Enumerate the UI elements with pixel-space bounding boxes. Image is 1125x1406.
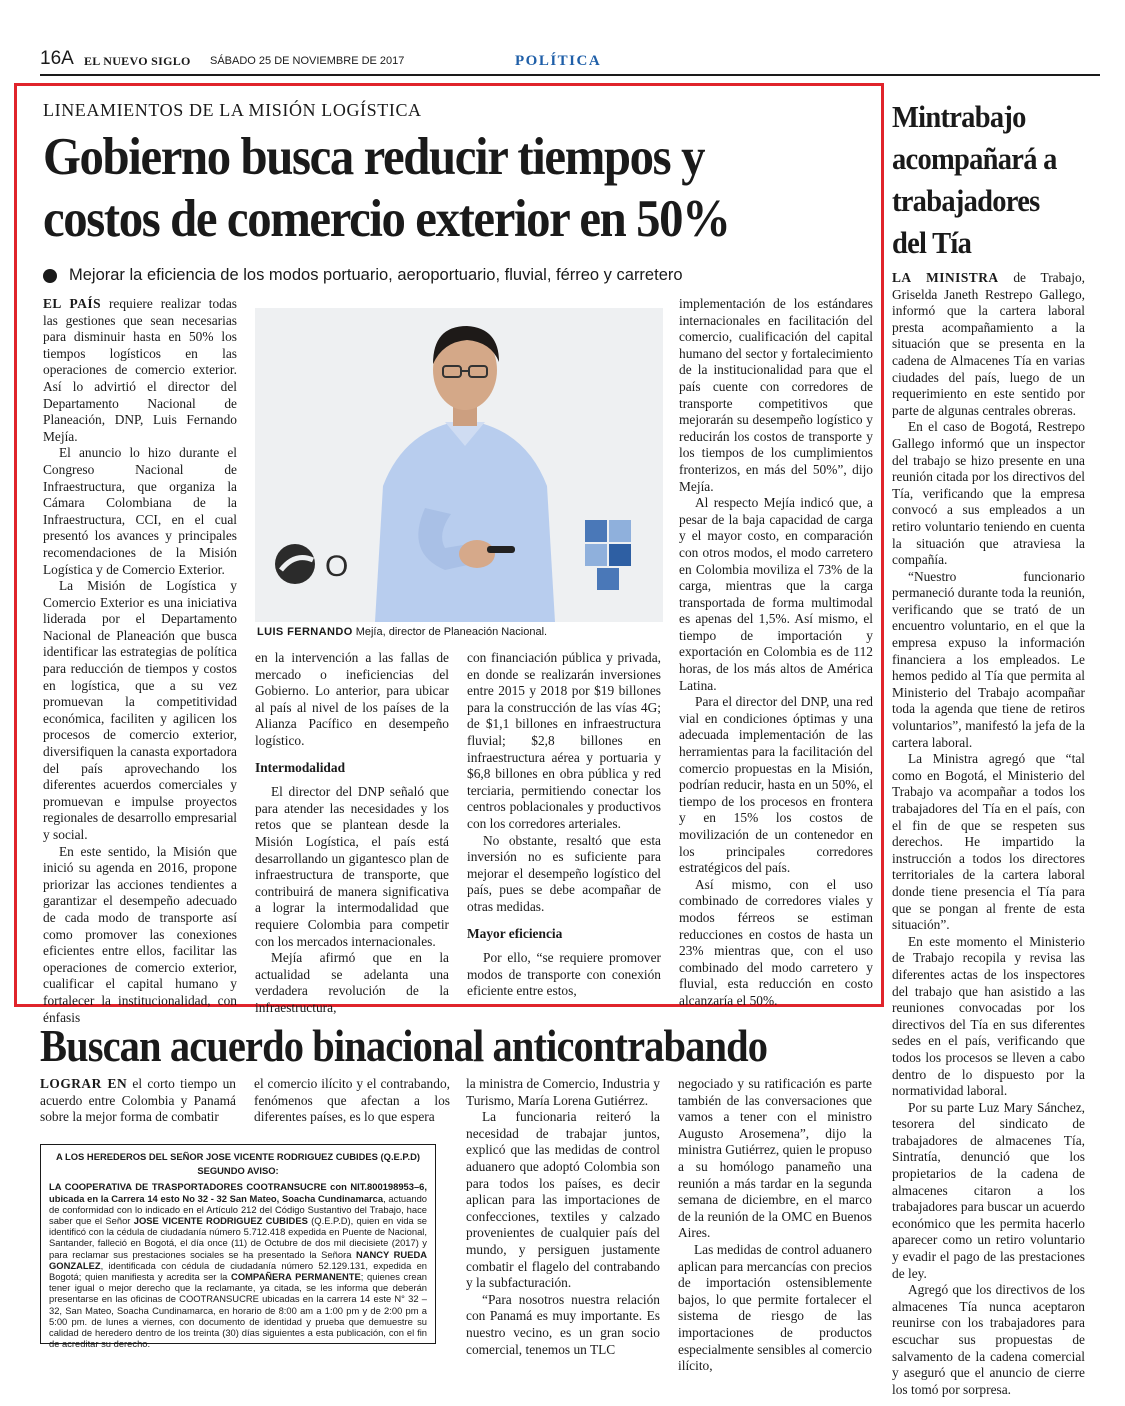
bullet-icon bbox=[43, 269, 57, 283]
bottom-column-3 bbox=[466, 1076, 660, 1358]
bottom-article-headline: Buscan acuerdo binacional anticontrabando bbox=[40, 1021, 768, 1071]
section-name: POLÍTICA bbox=[515, 53, 602, 69]
paragraph: En este sentido, la Misión que inició su agenda en 2016, propone priorizar las acciones tendientes a garantizar el desempeño adecuado de cada modo de transporte así como promover las conexiones eficientes entre ellos, facilitar las operaciones de comercio exterior, cualificar el capital humano y fortalecer la institucionalidad, con énfasis bbox=[43, 843, 237, 1025]
headline-line-2: costos de comercio exterior en 50% bbox=[43, 190, 730, 248]
paragraph: LA MINISTRA de Trabajo, Griselda Janeth Restrepo Gallego, informó que la cartera laboral presta acompañamiento a la situación que se presenta en la cadena de Almacenes Tía en varias ciudades del país, luego de un requerimiento en este sentido por parte de algunas centrales obreras. bbox=[892, 270, 1085, 418]
paragraph: “Para nosotros nuestra relación con Panamá es muy importante. Es nuestro vecino, es un gran socio comercial, tenemos un TLC bbox=[466, 1291, 660, 1357]
side-article-body bbox=[892, 270, 1085, 1398]
svg-text:O: O bbox=[325, 550, 349, 583]
article-column-4 bbox=[679, 296, 873, 1010]
paragraph: Para el director del DNP, una red vial en condiciones óptimas y una adecuada implementación de las herramientas para la facilitación del comercio propuestas en la Misión, podrían reducir, hasta en un 50%, el tiempo de los procesos en frontera y en 15% los costos de movilización de un contenedor en los principales corredores estratégicos del país. bbox=[679, 694, 873, 876]
article-deck bbox=[43, 266, 683, 285]
article-headline bbox=[43, 126, 807, 250]
lead-in: LA MINISTRA bbox=[892, 270, 999, 285]
notice-subtitle: SEGUNDO AVISO: bbox=[197, 1165, 279, 1177]
paragraph: la ministra de Comercio, Industria y Turismo, María Lorena Gutiérrez. bbox=[466, 1076, 660, 1108]
article-photo bbox=[255, 308, 663, 622]
paragraph: La Ministra agregó que “tal como en Bogotá, el Ministerio del Trabajo va acompañar a todos los trabajadores del Tía en el país, con el fin de que se respeten sus derechos. He impartido la instrucción a todos los directores territoriales de la cartera laboral donde tiene presencia el Tía para que se pongan al frente de esta situación”. bbox=[892, 751, 1085, 933]
paper-name: EL NUEVO SIGLO bbox=[84, 54, 191, 68]
photo-caption: LUIS FERNANDO Mejía, director de Planeación Nacional. bbox=[257, 626, 548, 638]
paragraph: Las medidas de control aduanero aplican para mercancías con precios de importación ostensiblemente bajos, lo que permite fortalecer el sistema de riesgo de las importaciones de productos especialmente sensibles al comercio ilícito, bbox=[678, 1241, 872, 1374]
subheading: Mayor eficiencia bbox=[467, 925, 563, 941]
article-column-2 bbox=[255, 650, 449, 1016]
notice-body: LA COOPERATIVA DE TRASPORTADORES COOTRANSUCRE con NIT.800198953–6, ubicada en la Carrera 14 esto No 32 - 32 San Mateo, Soacha Cundinamarca, actuando de conformidad con lo indicado en el Artículo 212 del Código Sustantivo del Trabajo, hace saber que el Señor JOSE VICENTE RODRIGUEZ CUBIDES (Q.E.P.D), quien en vida se identificó con la cédula de ciudadanía número 5.712.418 expedida en Puente de Nacional, Santander, falleció en Bogotá, el día once (11) de Octubre de dos mil diecisiete (2017) y para reclamar sus prestaciones sociales se ha presentado la Señora NANCY RUEDA GONZALEZ, identificada con cédula de ciudadanía número 52.129.131, expedida en Bogotá; quien manifiesta y acredita ser la COMPAÑERA PERMANENTE; quienes crean tener igual o mejor derecho que la reclamante, ya citada, se les informa que deberán presentarse en las oficinas de COOTRANSUCRE ubicadas en la carrera 14 este N° 32 – 32, San Mateo, Soacha Cundinamarca, en horario de 8:00 am a 1:00 pm y de 2:00 pm a 5:00 pm. de lunes a viernes, con documento de identidad y prueba que demuestre su calidad de heredero dentro de los treinta (30) días siguientes a esta publicación, con el fin de acreditar su derecho. bbox=[49, 1181, 428, 1350]
paragraph: Mejía afirmó que en la actualidad se adelanta una verdadera revolución de la infraestructura, bbox=[255, 950, 449, 1015]
paragraph: implementación de los estándares internacionales en facilitación del comercio, cualificación del capital humano del sector y fortalecimiento de la institucionalidad para que el país cuente con corredores de transporte competitivos que mejorarán su desempeño logístico y reducirán los costos de transporte y los tiempos de los cumplimientos fronterizos, en más del 50%”, dijo Mejía. bbox=[679, 296, 873, 494]
paragraph: en la intervención a las fallas de mercado o ineficiencias del Gobierno. Lo anterior, para ubicar al país al nivel de los países de la Alianza Pacífico en desempeño logístico. bbox=[255, 650, 449, 748]
main-article bbox=[14, 83, 884, 1025]
paragraph: LOGRAR EN el corto tiempo un acuerdo entre Colombia y Panamá sobre la mejor forma de combatir bbox=[40, 1076, 236, 1125]
article-kicker: LINEAMIENTOS DE LA MISIÓN LOGÍSTICA bbox=[43, 100, 422, 120]
paragraph: La Misión de Logística y Comercio Exterior es una iniciativa liderada por el Departamento Nacional de Planeación que busca identificar las estrategias de política para reducción de tiempos y costos en logística, que a su vez promuevan la competitividad económica, faciliten y agilicen los procesos de comercio exterior, diversifiquen la canasta exportadora del país aprovechando los diferentes acuerdos comerciales y promuevan e impulse proyectos regionales de desarrollo empresarial y social. bbox=[43, 578, 237, 842]
legal-notice bbox=[40, 1144, 436, 1350]
paragraph: negociado y su ratificación es parte también de las conversaciones que vamos a tener con el ministro Augusto Arosemena”, dijo la ministra Gutiérrez, quien le propuso a su homólogo panameño una reunión a más tardar en la segunda semana de diciembre, en el marco de la reunión de la OMC en Buenos Aires. bbox=[678, 1076, 872, 1241]
paragraph: Por su parte Luz Mary Sánchez, tesorera del sindicato de trabajadores de almacenes Tía, Sintratía, denunció que los propietarios de la cadena de almacenes citaron a los trabajadores para buscar un acuerdo económico que les permita hacerlo aparecer como un retiro voluntario y evadir el pago de las prestaciones de ley. bbox=[892, 1099, 1085, 1281]
paragraph: No obstante, resaltó que esta inversión no es suficiente para mejorar el desempeño logístico del país, pues se debe acompañar de otras medidas. bbox=[467, 832, 661, 914]
bottom-column-1 bbox=[40, 1076, 236, 1126]
headline-line-1: Gobierno busca reducir tiempos y bbox=[43, 128, 705, 186]
paragraph: “Nuestro funcionario permaneció durante toda la reunión, verificando que se trató de un encuentro voluntario, en el que la empresa expuso la información financiera a los empleados. Le hemos pedido al Tía que permita al Ministerio del Trabajo acompañar toda la agenda que tiene de retiros voluntarios”, manifestó la jefa de la cartera laboral. bbox=[892, 568, 1085, 750]
publication-date: SÁBADO 25 DE NOVIEMBRE DE 2017 bbox=[210, 55, 405, 67]
paragraph: EL PAÍS requiere realizar todas las gestiones que sean necesarias para disminuir hasta en 50% los tiempos logísticos en las operaciones de comercio exterior. Así lo advirtió el director del Departamento Nacional de Planeación, DNP, Luis Fernando Mejía. bbox=[43, 296, 237, 444]
notice-title: A LOS HEREDEROS DEL SEÑOR JOSE VICENTE RODRIGUEZ CUBIDES (Q.E.P.D) bbox=[56, 1151, 420, 1162]
paragraph: con financiación pública y privada, en donde se realizarán inversiones entre 2015 y 2018 por $19 billones para la construcción de las vías 4G; de $1,1 billones en infraestructura fluvial; $2,8 billones en infraestructura aérea y portuaria y $6,8 billones en obra pública y red terciaria, permitiendo conectar los centros poblacionales y productivos con los corredores arteriales. bbox=[467, 650, 661, 831]
bottom-column-2 bbox=[254, 1076, 450, 1126]
page-number: 16A bbox=[40, 48, 74, 69]
paragraph: En este momento el Ministerio de Trabajo recopila y revisa las diferentes actas de los inspectores del trabajo que han asistido a las reuniones convocadas por los directivos del Tía en sus diferentes sedes en el país, verificando que todos los procesos se lleven a cabo dentro de lo dispuesto por la normatividad laboral. bbox=[892, 933, 1085, 1099]
masthead bbox=[40, 46, 1100, 76]
bottom-column-4 bbox=[678, 1076, 872, 1375]
paragraph: Por ello, “se requiere promover modos de transporte con conexión eficiente entre estos, bbox=[467, 950, 661, 999]
paragraph: el comercio ilícito y el contrabando, fenómenos que afectan a los diferentes países, es lo que espera bbox=[254, 1076, 450, 1125]
article-column-3 bbox=[467, 650, 661, 1000]
deck-text: Mejorar la eficiencia de los modos portuario, aeroportuario, fluvial, férreo y carretero bbox=[69, 266, 683, 284]
side-article-headline: Mintrabajo acompañará a trabajadores del Tía bbox=[892, 99, 1057, 260]
subheading: Intermodalidad bbox=[255, 759, 346, 775]
lead-in: EL PAÍS bbox=[43, 296, 102, 311]
paragraph: Así mismo, con el uso combinado de corredores viales y modos férreos se estiman reducciones en costos de hasta un 23% mientras que, con el uso combinado del modo carretero y fluvial, esta reducción en costo alcanzaría el 50%. bbox=[679, 876, 873, 1008]
paragraph: El director del DNP señaló que para atender las necesidades y los retos que se plantean desde la Misión Logística, el país está desarrollando un gigantesco plan de infraestructura de transporte, que contribuirá de manera significativa a lograr la intermodalidad que requiere Colombia para competir con los mercados internacionales. bbox=[255, 784, 449, 949]
paragraph: Agregó que los directivos de los almacenes Tía nunca aceptaron reunirse con los trabajadores para escuchar sus propuestas de salvamento de la cadena comercial y aseguró que el anuncio de cierre los tomó por sorpresa. bbox=[892, 1282, 1085, 1397]
speaker-photo-illustration bbox=[255, 308, 663, 622]
paragraph: La funcionaria reiteró la necesidad de trabajar juntos, explicó que las medidas de control aduanero que adoptó Colombia son para todos los países, es decir aplican para las importaciones de confecciones, textiles y calzado provenientes de cualquier país del mundo, y persiguen justamente combatir el flagelo del contrabando y la subfacturación. bbox=[466, 1109, 660, 1291]
article-column-1 bbox=[43, 296, 237, 1026]
paragraph: El anuncio lo hizo durante el Congreso Nacional de Infraestructura, que organiza la Cámara Colombiana de la Infraestructura, CCI, en el cual presentó los avances y principales recomendaciones de la Misión Logística y de Comercio Exterior. bbox=[43, 445, 237, 577]
paragraph: Al respecto Mejía indicó que, a pesar de la baja capacidad de carga y el mayor costo, en comparación con otros modos, el modo carretero en Colombia moviliza el 73% de la carga, mientras que la carga transportada de forma multimodal es apenas del 1,5%. Así mismo, el tiempo de importación y exportación en Colombia es de 112 horas, de los más altos de América Latina. bbox=[679, 495, 873, 693]
lead-in: LOGRAR EN bbox=[40, 1076, 128, 1091]
paragraph: En el caso de Bogotá, Restrepo Gallego informó que un inspector del trabajo se hizo presente en una reunión citada por los directivos del Tía, verificando que la empresa convocó a sus empleados a un retiro voluntario teniendo en cuenta la situación que atraviesa la compañía. bbox=[892, 419, 1085, 568]
